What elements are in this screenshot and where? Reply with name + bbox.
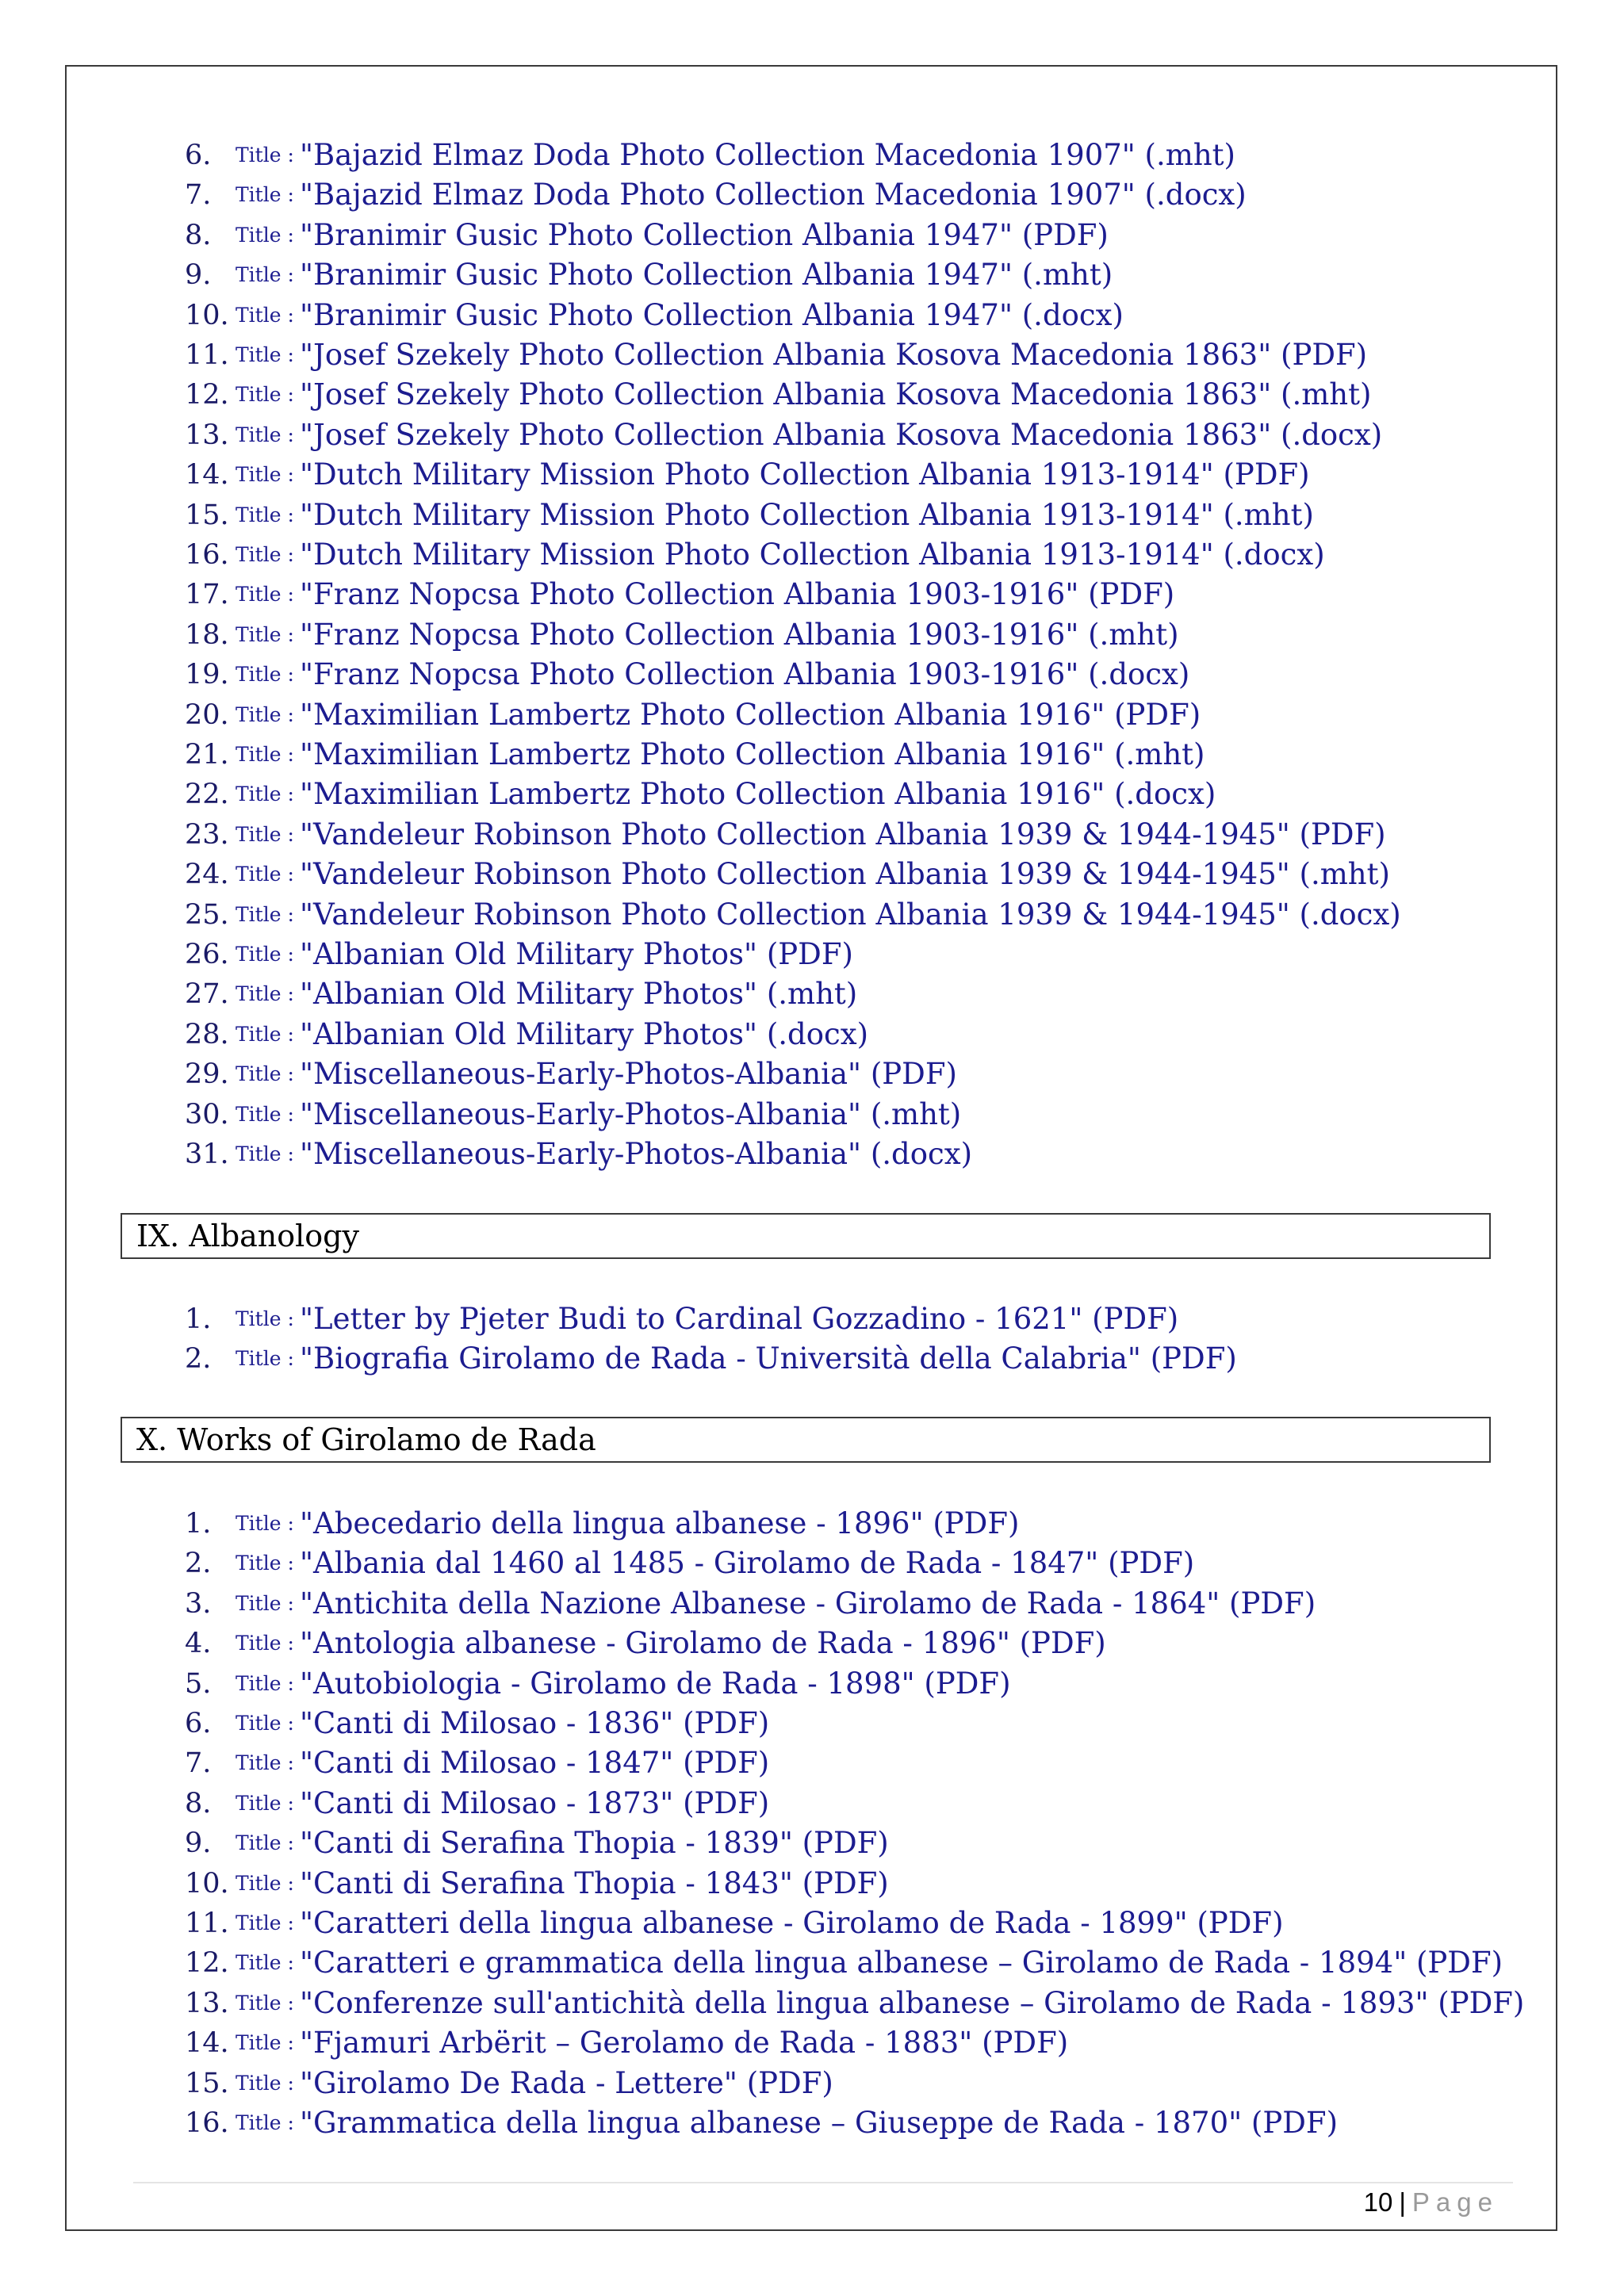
item-title: "Bajazid Elmaz Doda Photo Collection Macedonia 1907" (.mht) (300, 138, 1235, 172)
item-number: 30. (185, 1098, 229, 1131)
item-title: "Josef Szekely Photo Collection Albania Kosova Macedonia 1863" (.mht) (300, 377, 1372, 412)
title-label: Title : (236, 863, 294, 886)
item-number: 12. (185, 379, 229, 411)
item-title: "Antologia albanese - Girolamo de Rada - 1896" (PDF) (300, 1626, 1106, 1661)
title-label: Title : (236, 1991, 294, 2015)
item-title: "Canti di Serafina Thopia - 1843" (PDF) (300, 1866, 889, 1900)
item-number: 7. (185, 1747, 212, 1780)
item-title: "Dutch Military Mission Photo Collection Albania 1913-1914" (.mht) (300, 497, 1314, 532)
item-number: 4. (185, 1628, 212, 1660)
item-number: 9. (185, 1827, 212, 1860)
item-number: 26. (185, 939, 229, 970)
item-title: "Abecedario della lingua albanese - 1896" (PDF) (300, 1506, 1020, 1540)
item-number: 25. (185, 898, 229, 931)
footer-separator: | (1399, 2187, 1406, 2217)
item-number: 1. (185, 1303, 212, 1335)
item-title: "Canti di Milosao - 1873" (PDF) (300, 1785, 770, 1820)
item-number: 17. (185, 579, 229, 611)
item-title: "Josef Szekely Photo Collection Albania Kosova Macedonia 1863" (PDF) (300, 338, 1368, 372)
item-title: "Caratteri e grammatica della lingua albanese – Girolamo de Rada - 1894" (PDF) (300, 1946, 1503, 1980)
item-title: "Josef Szekely Photo Collection Albania Kosova Macedonia 1863" (.docx) (300, 417, 1383, 452)
title-label: Title : (236, 663, 294, 687)
item-title: "Dutch Military Mission Photo Collection Albania 1913-1914" (PDF) (300, 457, 1310, 492)
title-label: Title : (236, 1347, 294, 1371)
item-title: "Miscellaneous-Early-Photos-Albania" (.docx) (300, 1137, 973, 1171)
item-title: "Albania dal 1460 al 1485 - Girolamo de Rada - 1847" (PDF) (300, 1546, 1195, 1581)
item-number: 19. (185, 659, 229, 691)
section-title: X. Works of Girolamo de Rada (136, 1422, 596, 1457)
item-title: "Maximilian Lambertz Photo Collection Albania 1916" (PDF) (300, 697, 1201, 732)
title-label: Title : (236, 1307, 294, 1330)
item-number: 13. (185, 1987, 229, 2019)
item-number: 14. (185, 459, 229, 492)
item-title: "Branimir Gusic Photo Collection Albania 1947" (.docx) (300, 297, 1124, 332)
item-number: 6. (185, 1708, 212, 1739)
title-label: Title : (236, 1552, 294, 1575)
item-title: "Vandeleur Robinson Photo Collection Albania 1939 & 1944-1945" (.docx) (300, 897, 1401, 932)
item-number: 14. (185, 2027, 229, 2060)
title-label: Title : (236, 1102, 294, 1126)
title-label: Title : (236, 2031, 294, 2055)
item-number: 31. (185, 1138, 229, 1170)
item-title: "Branimir Gusic Photo Collection Albania 1947" (.mht) (300, 258, 1113, 293)
title-label: Title : (236, 343, 294, 366)
item-title: "Canti di Milosao - 1836" (PDF) (300, 1706, 770, 1740)
item-number: 21. (185, 739, 229, 771)
item-title: "Maximilian Lambertz Photo Collection Albania 1916" (.docx) (300, 777, 1216, 812)
title-label: Title : (236, 982, 294, 1006)
page-label: Page (1411, 2187, 1499, 2217)
title-label: Title : (236, 1062, 294, 1086)
item-title: "Bajazid Elmaz Doda Photo Collection Macedonia 1907" (.docx) (300, 178, 1247, 212)
section-header-de-rada (121, 1417, 1491, 1463)
item-number: 2. (185, 1548, 212, 1580)
item-number: 22. (185, 779, 229, 811)
title-label: Title : (236, 263, 294, 287)
item-title: "Grammatica della lingua albanese – Giuseppe de Rada - 1870" (PDF) (300, 2106, 1339, 2140)
item-title: "Vandeleur Robinson Photo Collection Albania 1939 & 1944-1945" (PDF) (300, 817, 1386, 851)
item-number: 1. (185, 1508, 212, 1540)
item-title: "Franz Nopcsa Photo Collection Albania 1903-1916" (.docx) (300, 657, 1190, 692)
item-title: "Branimir Gusic Photo Collection Albania 1947" (PDF) (300, 217, 1109, 252)
title-label: Title : (236, 1142, 294, 1165)
item-number: 10. (185, 299, 229, 331)
title-label: Title : (236, 1951, 294, 1975)
item-title: "Franz Nopcsa Photo Collection Albania 1903-1916" (.mht) (300, 617, 1179, 652)
item-title: "Albanian Old Military Photos" (.mht) (300, 977, 858, 1012)
title-label: Title : (236, 2071, 294, 2095)
item-title: "Miscellaneous-Early-Photos-Albania" (PDF) (300, 1057, 957, 1092)
item-number: 16. (185, 539, 229, 571)
title-label: Title : (236, 303, 294, 327)
item-number: 15. (185, 2067, 229, 2099)
item-number: 12. (185, 1947, 229, 1980)
title-label: Title : (236, 1591, 294, 1615)
item-title: "Antichita della Nazione Albanese - Girolamo de Rada - 1864" (PDF) (300, 1586, 1316, 1621)
item-title: "Letter by Pjeter Budi to Cardinal Gozzadino - 1621" (PDF) (300, 1302, 1179, 1336)
item-title: "Canti di Serafina Thopia - 1839" (PDF) (300, 1826, 889, 1861)
item-number: 23. (185, 818, 229, 851)
title-label: Title : (236, 1632, 294, 1655)
item-title: "Canti di Milosao - 1847" (PDF) (300, 1746, 770, 1781)
title-label: Title : (236, 702, 294, 726)
title-label: Title : (236, 1831, 294, 1855)
item-title: "Franz Nopcsa Photo Collection Albania 1903-1916" (PDF) (300, 577, 1175, 612)
item-number: 6. (185, 140, 212, 171)
title-label: Title : (236, 1512, 294, 1535)
title-label: Title : (236, 2111, 294, 2134)
title-label: Title : (236, 1911, 294, 1934)
item-number: 29. (185, 1058, 229, 1091)
item-number: 20. (185, 698, 229, 731)
page-footer (1364, 2185, 1499, 2220)
title-label: Title : (236, 1022, 294, 1046)
title-label: Title : (236, 1871, 294, 1895)
title-label: Title : (236, 743, 294, 766)
item-title: "Girolamo De Rada - Lettere" (PDF) (300, 2065, 833, 2100)
title-label: Title : (236, 583, 294, 607)
item-title: "Albanian Old Military Photos" (.docx) (300, 1016, 869, 1051)
item-title: "Conferenze sull'antichità della lingua albanese – Girolamo de Rada - 1893" (PDF) (300, 1985, 1525, 2020)
title-label: Title : (236, 144, 294, 166)
item-number: 11. (185, 1908, 229, 1939)
title-label: Title : (236, 943, 294, 966)
title-label: Title : (236, 1712, 294, 1735)
title-label: Title : (236, 902, 294, 926)
item-title: "Autobiologia - Girolamo de Rada - 1898" (PDF) (300, 1666, 1011, 1701)
item-number: 24. (185, 859, 229, 891)
item-title: "Albanian Old Military Photos" (PDF) (300, 937, 853, 971)
item-number: 8. (185, 1787, 212, 1820)
title-label: Title : (236, 1671, 294, 1695)
title-label: Title : (236, 423, 294, 446)
item-number: 28. (185, 1018, 229, 1050)
title-label: Title : (236, 1751, 294, 1775)
item-number: 15. (185, 499, 229, 531)
title-label: Title : (236, 383, 294, 407)
item-number: 9. (185, 259, 212, 292)
page-number: 10 (1363, 2187, 1393, 2217)
title-label: Title : (236, 463, 294, 487)
title-label: Title : (236, 822, 294, 846)
item-title: "Miscellaneous-Early-Photos-Albania" (.mht) (300, 1096, 962, 1131)
section-title: IX. Albanology (136, 1219, 359, 1253)
item-number: 8. (185, 219, 212, 251)
item-number: 7. (185, 179, 212, 212)
footer-divider (133, 2182, 1513, 2183)
title-label: Title : (236, 503, 294, 526)
item-number: 10. (185, 1867, 229, 1900)
title-label: Title : (236, 622, 294, 646)
item-title: "Caratteri della lingua albanese - Girolamo de Rada - 1899" (PDF) (300, 1906, 1284, 1940)
item-number: 18. (185, 618, 229, 651)
title-label: Title : (236, 1791, 294, 1815)
item-number: 2. (185, 1343, 212, 1376)
item-number: 13. (185, 419, 229, 451)
item-number: 16. (185, 2107, 229, 2139)
item-number: 5. (185, 1667, 212, 1700)
title-label: Title : (236, 183, 294, 207)
title-label: Title : (236, 783, 294, 806)
title-label: Title : (236, 543, 294, 566)
title-label: Title : (236, 223, 294, 247)
section-header-albanology (121, 1213, 1491, 1259)
item-number: 11. (185, 339, 229, 371)
item-title: "Biografia Girolamo de Rada - Università della Calabria" (PDF) (300, 1341, 1237, 1376)
item-title: "Vandeleur Robinson Photo Collection Albania 1939 & 1944-1945" (.mht) (300, 857, 1390, 892)
item-number: 27. (185, 978, 229, 1011)
item-number: 3. (185, 1587, 212, 1620)
item-title: "Dutch Military Mission Photo Collection Albania 1913-1914" (.docx) (300, 538, 1325, 572)
item-title: "Fjamuri Arbërit – Gerolamo de Rada - 1883" (PDF) (300, 2026, 1069, 2061)
item-title: "Maximilian Lambertz Photo Collection Albania 1916" (.mht) (300, 737, 1205, 771)
